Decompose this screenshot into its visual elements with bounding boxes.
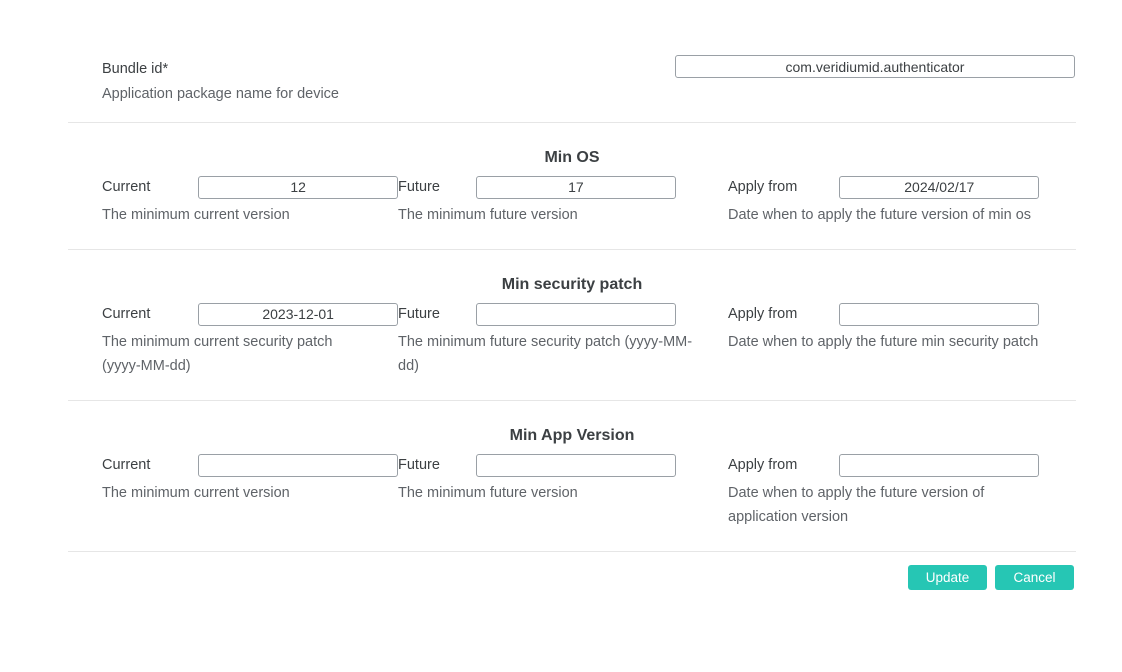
min-os-future-label: Future	[398, 179, 440, 195]
min-app-version-apply-from-field	[728, 453, 1076, 551]
section-min-security-patch-title: Min security patch	[501, 276, 643, 293]
min-app-version-current-label: Current	[102, 457, 151, 473]
min-security-patch-apply-from-input[interactable]	[839, 303, 1039, 326]
min-security-patch-current-field	[68, 302, 398, 400]
min-security-patch-current-label: Current	[102, 306, 151, 322]
section-min-security-patch	[68, 250, 1076, 401]
section-min-os-title: Min OS	[544, 149, 600, 166]
bundle-id-row	[68, 0, 1076, 123]
min-os-future-input[interactable]	[476, 176, 676, 199]
min-security-patch-apply-from-description: Date when to apply the future min security patch	[728, 334, 1039, 350]
bundle-id-input[interactable]	[675, 55, 1075, 78]
bundle-id-description: Application package name for device	[102, 86, 339, 102]
min-security-patch-future-field	[398, 302, 728, 400]
min-os-apply-from-field	[728, 175, 1076, 249]
min-os-current-input[interactable]	[198, 176, 398, 199]
min-app-version-apply-from-input[interactable]	[839, 454, 1039, 477]
min-app-version-current-field	[68, 453, 398, 527]
min-os-current-label: Current	[102, 179, 151, 195]
min-security-patch-future-label: Future	[398, 306, 440, 322]
min-security-patch-apply-from-label: Apply from	[728, 306, 798, 322]
section-min-os-fields	[68, 175, 1076, 249]
min-security-patch-future-input[interactable]	[476, 303, 676, 326]
form-container	[68, 0, 1076, 590]
min-security-patch-current-description: The minimum current security patch (yyyy-MM-dd)	[102, 334, 333, 374]
form-actions	[68, 552, 1076, 590]
min-os-current-field	[68, 175, 398, 249]
min-os-apply-from-description: Date when to apply the future version of min os	[728, 207, 1032, 223]
section-min-os	[68, 123, 1076, 250]
bundle-id-label: Bundle id*	[102, 61, 169, 77]
min-app-version-current-description: The minimum current version	[102, 485, 290, 501]
min-app-version-current-input[interactable]	[198, 454, 398, 477]
min-security-patch-apply-from-field	[728, 302, 1076, 376]
section-min-app-version-fields	[68, 453, 1076, 551]
min-security-patch-future-description: The minimum future security patch (yyyy-MM-dd)	[398, 334, 693, 374]
min-os-apply-from-input[interactable]	[839, 176, 1039, 199]
min-app-version-future-label: Future	[398, 457, 440, 473]
min-app-version-future-field	[398, 453, 728, 527]
min-app-version-future-description: The minimum future version	[398, 485, 578, 501]
section-min-app-version	[68, 401, 1076, 552]
min-os-future-description: The minimum future version	[398, 207, 578, 223]
min-app-version-apply-from-label: Apply from	[728, 457, 798, 473]
min-os-apply-from-label: Apply from	[728, 179, 798, 195]
min-os-future-field	[398, 175, 728, 249]
min-app-version-future-input[interactable]	[476, 454, 676, 477]
cancel-button[interactable]: Cancel	[995, 565, 1074, 590]
section-min-app-version-title: Min App Version	[509, 427, 635, 444]
min-app-version-apply-from-description: Date when to apply the future version of application version	[728, 485, 985, 525]
update-button[interactable]: Update	[908, 565, 987, 590]
min-security-patch-current-input[interactable]	[198, 303, 398, 326]
min-os-current-description: The minimum current version	[102, 207, 290, 223]
section-min-security-patch-fields	[68, 302, 1076, 400]
